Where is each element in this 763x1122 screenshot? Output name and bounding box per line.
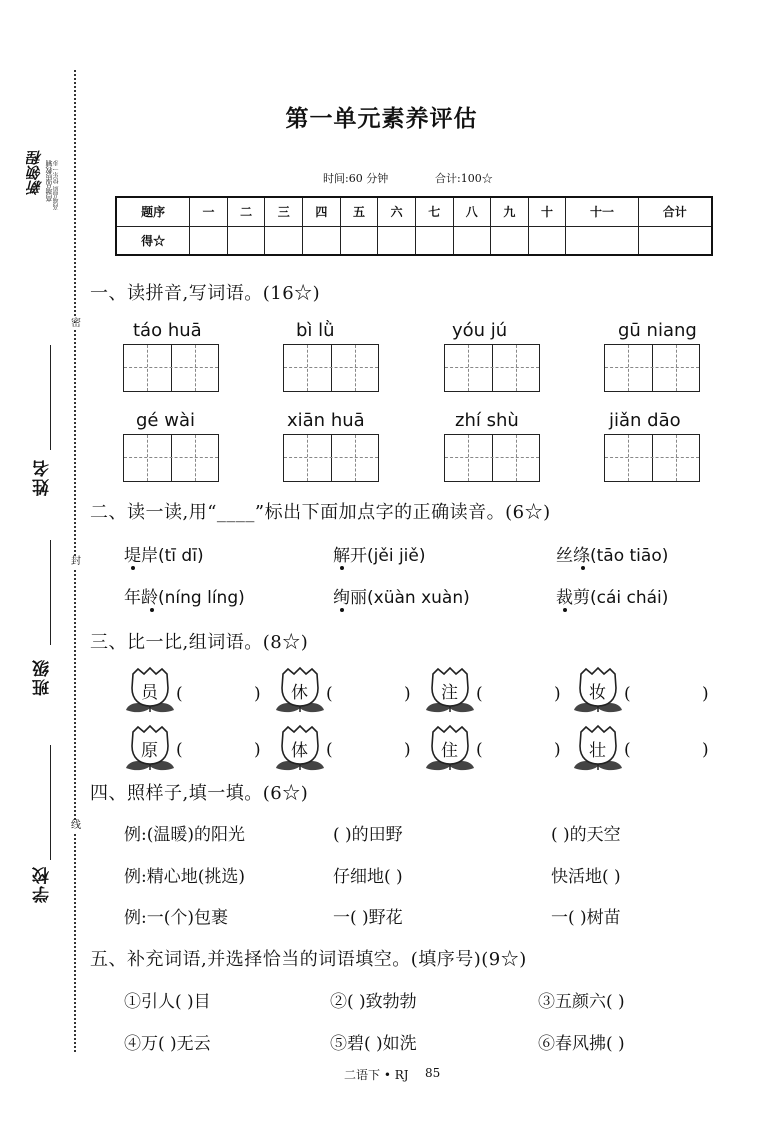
name-label: 姓名 [33,458,53,496]
paren-close: ) [702,740,709,760]
fill-item[interactable]: ( )的田野 [333,825,403,845]
idiom-item[interactable]: ①引人( )目 [124,992,211,1012]
name-line [50,345,51,450]
idiom-item[interactable]: ⑤碧( )如洗 [330,1034,417,1054]
flower-character: 注 [441,683,458,703]
score-blank[interactable] [265,226,303,255]
emphasis-dot [340,566,344,570]
score-cell: 十一 [566,197,638,226]
score-blank[interactable] [227,226,265,255]
paren-close: ) [404,684,411,704]
score-cell: 三 [265,197,303,226]
brand-slogan: 高端品质 快乐一步 [53,160,60,210]
section-1-title: 一、读拼音,写词语。(16☆) [90,283,321,304]
paren-close: ) [404,740,411,760]
paren-open: ( [624,684,631,704]
paren-open: ( [176,684,183,704]
margin-mark-feng: 封 [71,556,81,567]
writing-grid[interactable] [444,434,540,482]
paren-close: ) [554,684,561,704]
paren-open: ( [476,740,483,760]
reading-item[interactable] [333,541,425,566]
item-pinyin-options: (tī dī) [158,546,204,566]
example-item: 例:精心地(挑选) [124,867,245,887]
flower-character: 体 [291,741,308,761]
footer-book: 二语下 • RJ [344,1068,409,1082]
paren-close: ) [254,740,261,760]
score-blank[interactable] [453,226,491,255]
item-word: 堤岸 [124,546,158,566]
score-blank[interactable] [491,226,529,255]
section-2-title: 二、读一读,用“____”标出下面加点字的正确读音。(6☆) [90,502,551,523]
writing-grid[interactable] [444,344,540,392]
pinyin-label: bì lǜ [296,320,335,341]
class-label: 班级 [33,658,53,696]
school-label: 学校 [33,865,53,903]
score-cell: 十 [528,197,566,226]
flower-character: 壮 [589,741,606,761]
paren-close: ) [254,684,261,704]
paren-close: ) [702,684,709,704]
emphasis-dot [131,566,135,570]
margin-mark-mi: 密 [71,318,81,329]
score-cell: 合计 [638,197,712,226]
paren-open: ( [176,740,183,760]
total-score: 合计:100☆ [435,172,493,185]
section-5-title: 五、补充词语,并选择恰当的词语填空。(填序号)(9☆) [90,949,527,970]
brand-subtitle: 高端品质教辅 [45,160,53,202]
score-blank[interactable] [378,226,416,255]
emphasis-dot [150,608,154,612]
fill-item[interactable]: ( )的天空 [551,825,621,845]
flower-character: 员 [141,683,158,703]
idiom-item[interactable]: ③五颜六( ) [538,992,625,1012]
pinyin-label: yóu jú [452,320,508,341]
pinyin-label: zhí shù [455,410,519,431]
fill-item[interactable]: 快活地( ) [551,867,621,887]
reading-item[interactable] [124,541,204,566]
score-cell: 四 [303,197,341,226]
item-word: 裁剪 [556,588,590,608]
fill-item[interactable]: 一( )树苗 [551,908,621,928]
score-blank[interactable] [566,226,638,255]
item-word: 丝绦 [556,546,590,566]
score-blank[interactable] [190,226,228,255]
score-table-score-row [116,226,712,255]
margin-mark-xian: 线 [71,820,81,831]
score-cell: 七 [415,197,453,226]
example-item: 例:一(个)包裹 [124,908,228,928]
idiom-item[interactable]: ④万( )无云 [124,1034,211,1054]
example-item: 例:(温暖)的阳光 [124,825,245,845]
score-table-header-row [116,197,712,226]
score-cell: 六 [378,197,416,226]
idiom-item[interactable]: ②( )致勃勃 [330,992,417,1012]
class-line [50,540,51,645]
paren-open: ( [624,740,631,760]
item-pinyin-options: (xüàn xuàn) [367,588,470,608]
score-cell: 五 [340,197,378,226]
flower-character: 休 [291,683,308,703]
idiom-item[interactable]: ⑥春风拂( ) [538,1034,625,1054]
reading-item[interactable] [333,583,470,608]
pinyin-label: gé wài [136,410,195,431]
score-blank[interactable] [415,226,453,255]
paren-close: ) [554,740,561,760]
flower-character: 妆 [589,683,606,703]
item-pinyin-options: (níng líng) [158,588,245,608]
score-blank[interactable] [638,226,712,255]
section-3-title: 三、比一比,组词语。(8☆) [90,632,309,653]
score-cell: 题序 [116,197,190,226]
flower-character: 住 [441,741,458,761]
reading-item[interactable] [556,583,668,608]
writing-grid[interactable] [123,344,219,392]
pinyin-label: táo huā [133,320,202,341]
section-4-title: 四、照样子,填一填。(6☆) [90,783,309,804]
paren-open: ( [326,684,333,704]
emphasis-dot [581,566,585,570]
item-word: 解开 [333,546,367,566]
item-pinyin-options: (tāo tiāo) [590,546,669,566]
item-word: 年龄 [124,588,158,608]
score-blank[interactable] [303,226,341,255]
fill-item[interactable]: 仔细地( ) [333,867,403,887]
reading-item[interactable] [556,541,668,566]
writing-grid[interactable] [283,434,379,482]
pinyin-label: jiǎn dāo [609,410,681,431]
time-limit: 时间:60 分钟 [323,172,389,185]
school-line [50,745,51,860]
brand-name: 新领程 [26,150,44,195]
reading-item[interactable] [124,583,245,608]
score-blank[interactable] [340,226,378,255]
item-word: 绚丽 [333,588,367,608]
emphasis-dot [340,608,344,612]
paren-open: ( [476,684,483,704]
fill-item[interactable]: 一( )野花 [333,908,403,928]
item-pinyin-options: (jěi jiě) [367,546,426,566]
page-number: 85 [425,1066,441,1080]
item-pinyin-options: (cái chái) [590,588,669,608]
emphasis-dot [563,608,567,612]
pinyin-label: xiān huā [287,410,365,431]
score-cell: 八 [453,197,491,226]
writing-grid[interactable] [283,344,379,392]
pinyin-label: gū niang [618,320,697,341]
flower-character: 原 [141,741,158,761]
brand-logo [20,150,80,320]
score-cell: 一 [190,197,228,226]
score-cell: 九 [491,197,529,226]
page-title: 第一单元素养评估 [285,105,478,132]
score-table [115,196,713,256]
paren-open: ( [326,740,333,760]
writing-grid[interactable] [123,434,219,482]
score-row-label: 得☆ [116,226,190,255]
writing-grid[interactable] [604,344,700,392]
writing-grid[interactable] [604,434,700,482]
score-blank[interactable] [528,226,566,255]
score-cell: 二 [227,197,265,226]
